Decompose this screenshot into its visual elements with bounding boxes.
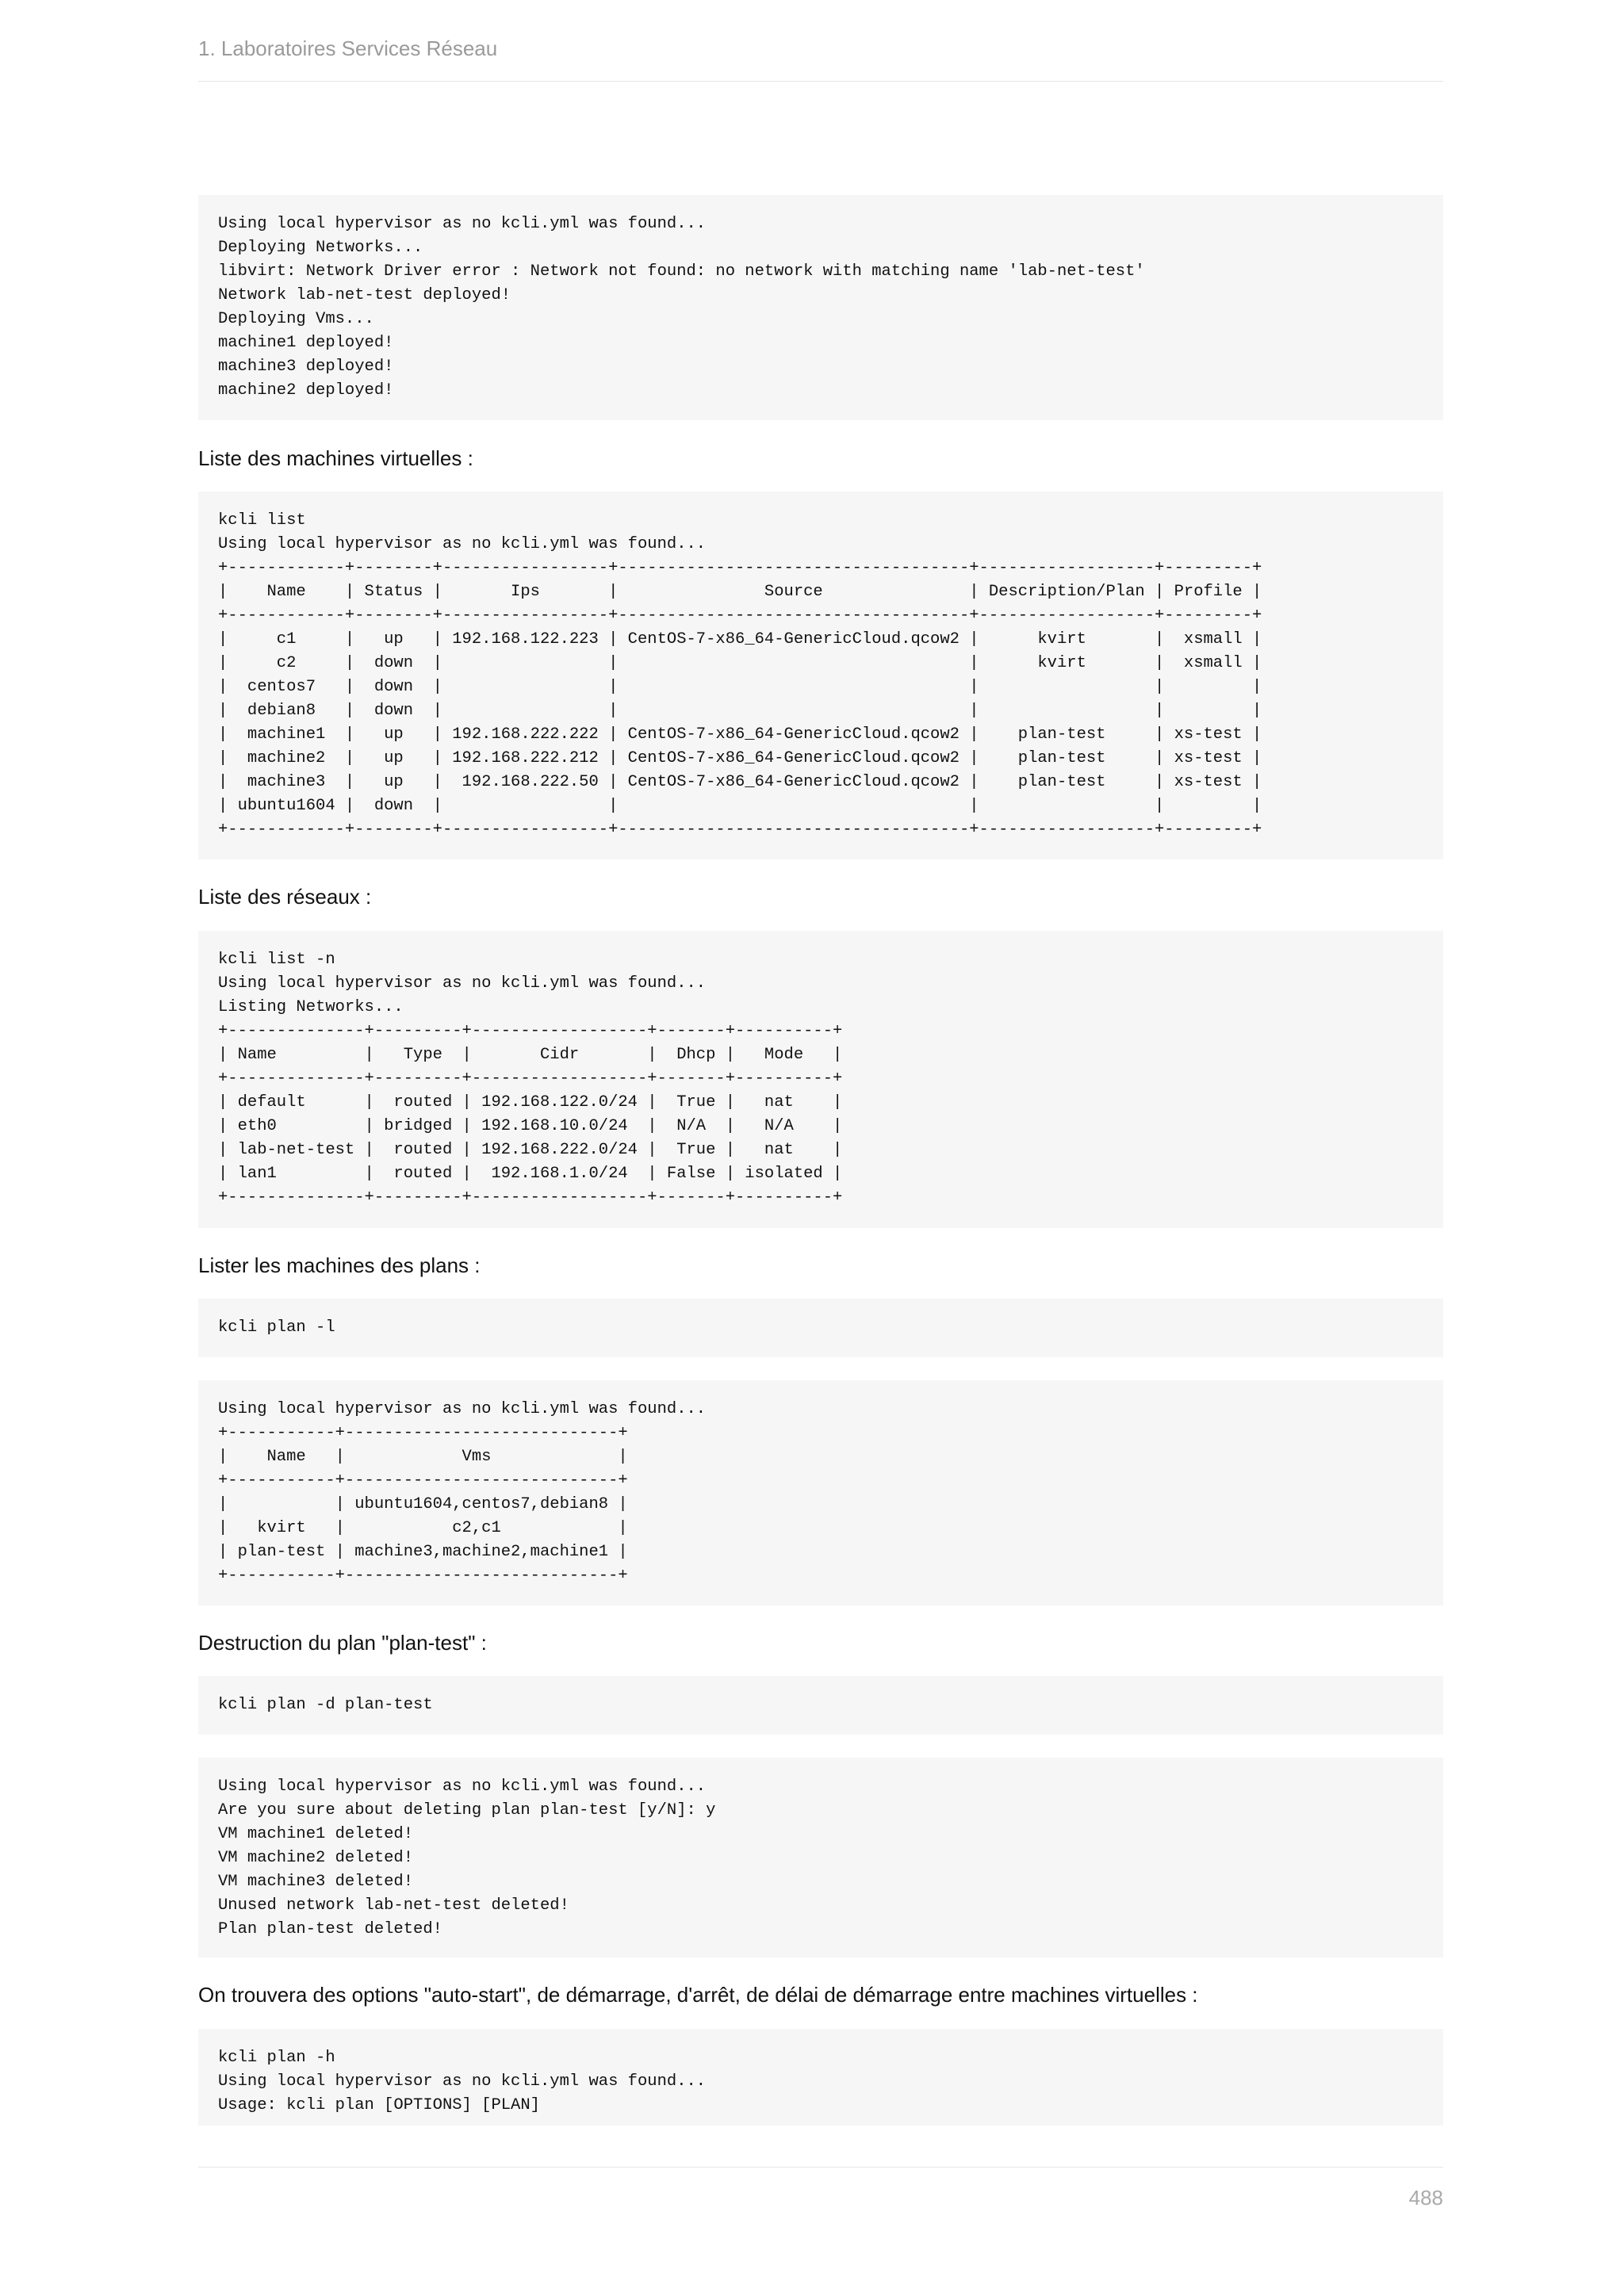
- footer-divider: [198, 2167, 1443, 2168]
- plan-destroy-command-block: kcli plan -d plan-test: [198, 1676, 1443, 1735]
- plan-options-paragraph: On trouvera des options "auto-start", de démarrage, d'arrêt, de délai de démarrage entre machines virtuelles :: [198, 1983, 1198, 2007]
- plan-list-output-block: Using local hypervisor as no kcli.yml was found... +-----------+----------------------------+ | Name | Vms | +-----------+----------------------------+ | | ubuntu1604,centos7,debian8 | | kvirt | c2,c1 | | plan-test | machine3,machine2,machine1 | +-----------+----------------------------+: [198, 1380, 1443, 1605]
- vm-list-code-block: kcli list Using local hypervisor as no kcli.yml was found... +------------+--------+-----------------+------------------------------------+------------------+---------+ | Name | Status | Ips | Source | Description/Plan | Profile | +------------+--------+-----------------+------------------------------------+------------------+---------+ | c1 | up | 192.168.122.223 | CentOS-7-x86_64-GenericCloud.qcow2 | kvirt | xsmall | | c2 | down | | | kvirt | xsmall | | centos7 | down | | | | | | debian8 | down | | | | | | machine1 | up | 192.168.222.222 | CentOS-7-x86_64-GenericCloud.qcow2 | plan-test | xs-test | | machine2 | up | 192.168.222.212 | CentOS-7-x86_64-GenericCloud.qcow2 | plan-test | xs-test | | machine3 | up | 192.168.222.50 | CentOS-7-x86_64-GenericCloud.qcow2 | plan-test | xs-test | | ubuntu1604 | down | | | | | +------------+--------+-----------------+------------------------------------+------------------+---------+: [198, 492, 1443, 859]
- vm-list-heading: Liste des machines virtuelles :: [198, 446, 473, 470]
- plan-list-heading: Lister les machines des plans :: [198, 1253, 481, 1277]
- network-list-code-block: kcli list -n Using local hypervisor as no kcli.yml was found... Listing Networks... +--------------+---------+------------------+-------+----------+ | Name | Type | Cidr | Dhcp | Mode | +--------------+---------+------------------+-------+----------+ | default | routed | 192.168.122.0/24 | True | nat | | eth0 | bridged | 192.168.10.0/24 | N/A | N/A | | lab-net-test | routed | 192.168.222.0/24 | True | nat | | lan1 | routed | 192.168.1.0/24 | False | isolated | +--------------+---------+------------------+-------+----------+: [198, 931, 1443, 1228]
- plan-list-command-block: kcli plan -l: [198, 1299, 1443, 1357]
- network-list-heading: Liste des réseaux :: [198, 885, 372, 909]
- page-number: 488: [1408, 2186, 1443, 2210]
- plan-destroy-output-block: Using local hypervisor as no kcli.yml was found... Are you sure about deleting plan plan-test [y/N]: y VM machine1 deleted! VM machine2 deleted! VM machine3 deleted! Unused network lab-net-test deleted! Plan plan-test deleted!: [198, 1758, 1443, 1957]
- running-header-title: 1. Laboratoires Services Réseau: [198, 36, 498, 60]
- plan-help-code-block: kcli plan -h Using local hypervisor as no kcli.yml was found... Usage: kcli plan [OPTIONS] [PLAN]: [198, 2029, 1443, 2126]
- plan-destroy-heading: Destruction du plan "plan-test" :: [198, 1631, 487, 1655]
- header-divider: [198, 81, 1443, 82]
- deploy-output-code-block: Using local hypervisor as no kcli.yml was found... Deploying Networks... libvirt: Network Driver error : Network not found: no network with matching name 'lab-net-test' Network lab-net-test deployed! Deploying Vms... machine1 deployed! machine3 deployed! machine2 deployed!: [198, 195, 1443, 420]
